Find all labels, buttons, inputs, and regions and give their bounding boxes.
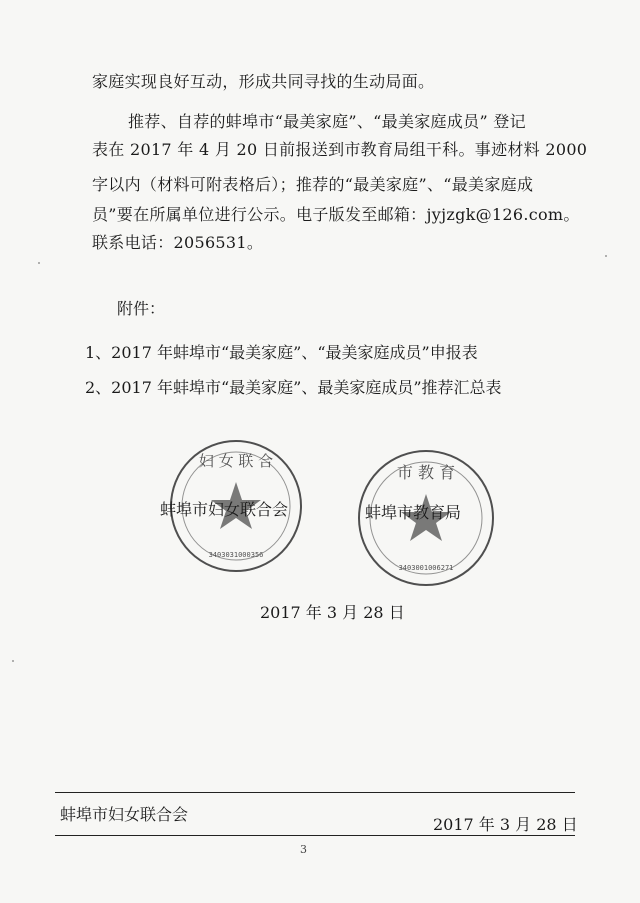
seal-label-right: 蚌埠市教育局	[365, 503, 462, 522]
body-line-5: 员”要在所属单位进行公示。电子版发至邮箱：jyjzgk@126.com。	[92, 205, 580, 224]
seal-code-left: 3403031000356	[208, 551, 264, 559]
attachment-item-1: 1、2017 年蚌埠市“最美家庭”、“最美家庭成员”申报表	[85, 343, 478, 362]
seal-label-left: 蚌埠市妇女联合会	[160, 500, 289, 519]
footer-rule-bottom	[55, 835, 575, 836]
scan-speck	[38, 262, 40, 264]
body-line-6: 联系电话：2056531。	[92, 233, 264, 252]
signature-date: 2017 年 3 月 28 日	[260, 603, 405, 622]
body-line-3: 表在 2017 年 4 月 20 日前报送到市教育局组干科。事迹材料 2000	[92, 140, 588, 159]
svg-text:妇 女 联 合: 妇 女 联 合	[198, 452, 274, 470]
body-line-2: 推荐、自荐的蚌埠市“最美家庭”、“最美家庭成员” 登记	[128, 112, 526, 131]
page-number: 3	[300, 843, 307, 856]
attachments-title: 附件：	[117, 299, 166, 318]
svg-text:市 教 育: 市 教 育	[396, 463, 456, 482]
footer-date: 2017 年 3 月 28 日	[433, 815, 578, 834]
body-line-4: 字以内（材料可附表格后）；推荐的“最美家庭”、“最美家庭成	[92, 175, 534, 194]
seal-code-right: 3403001006271	[398, 564, 454, 572]
scan-speck	[12, 660, 14, 662]
footer-issuer: 蚌埠市妇女联合会	[60, 805, 189, 824]
footer-rule-top	[55, 792, 575, 793]
scan-speck	[605, 255, 607, 257]
attachment-item-2: 2、2017 年蚌埠市“最美家庭”、最美家庭成员”推荐汇总表	[85, 378, 502, 397]
body-line-1: 家庭实现良好互动，形成共同寻找的生动局面。	[92, 72, 435, 91]
